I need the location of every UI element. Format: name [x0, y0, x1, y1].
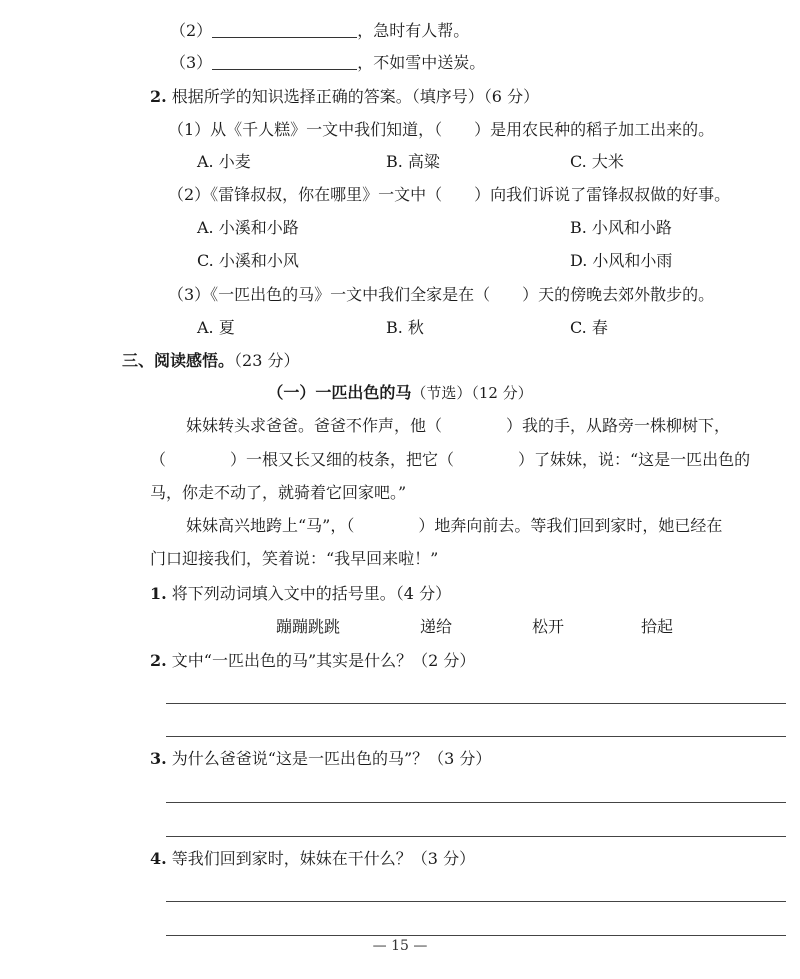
reading-question-4: 4. 等我们回到家时，妹妹在干什么？（3 分）: [150, 849, 476, 868]
answer-blank[interactable]: [212, 53, 357, 70]
word-bank-item: 松开: [532, 617, 565, 636]
passage-line-5: 门口迎接我们，笑着说：“我早回来啦！”: [150, 549, 439, 568]
question-2-stem: 2. 根据所学的知识选择正确的答案。（填序号）（6 分）: [150, 87, 540, 106]
reading-question-1: 1. 将下列动词填入文中的括号里。（4 分）: [150, 584, 452, 603]
q2-sub2-text: （2）《雷锋叔叔，你在哪里》一文中（ ）向我们诉说了雷锋叔叔做的好事。: [168, 185, 731, 204]
section-3-heading: 三、阅读感悟。（23 分）: [122, 351, 300, 370]
q2-sub2-option-b[interactable]: B. 小风和小路: [570, 218, 672, 237]
q2-sub1-text: （1）从《千人糕》一文中我们知道，（ ）是用农民种的稻子加工出来的。: [168, 120, 715, 139]
q2-sub3-option-c[interactable]: C. 春: [570, 318, 608, 337]
q2-sub2-option-c[interactable]: C. 小溪和小风: [197, 251, 299, 270]
passage-line-4: 妹妹高兴地跨上“马”，（ ）地奔向前去。等我们回到家时，她已经在: [186, 516, 723, 535]
reading-question-2: 2. 文中“一匹出色的马”其实是什么？（2 分）: [150, 651, 476, 670]
answer-line[interactable]: [166, 836, 786, 837]
passage-line-2: （ ）一根又长又细的枝条，把它（ ）了妹妹，说：“这是一匹出色的: [150, 450, 751, 469]
word-bank-item: 蹦蹦跳跳: [276, 617, 341, 636]
answer-line[interactable]: [166, 703, 786, 704]
fill-item-2: （2） ，急时有人帮。: [170, 21, 470, 40]
passage-line-3: 马，你走不动了，就骑着它回家吧。”: [150, 483, 407, 502]
word-bank-item: 递给: [420, 617, 453, 636]
answer-blank[interactable]: [212, 21, 357, 38]
q2-sub3-option-a[interactable]: A. 夏: [197, 318, 235, 337]
q2-sub3-text: （3）《一匹出色的马》一文中我们全家是在（ ）天的傍晚去郊外散步的。: [168, 285, 715, 304]
passage-title: （一）一匹出色的马（节选）（12 分）: [267, 383, 533, 402]
q2-sub3-option-b[interactable]: B. 秋: [386, 318, 424, 337]
answer-line[interactable]: [166, 802, 786, 803]
answer-line[interactable]: [166, 736, 786, 737]
q2-sub1-option-c[interactable]: C. 大米: [570, 152, 624, 171]
fill-item-3: （3） ，不如雪中送炭。: [170, 53, 486, 72]
page-number: — 15 —: [372, 938, 428, 954]
answer-line[interactable]: [166, 935, 786, 936]
q2-sub2-option-d[interactable]: D. 小风和小雨: [570, 251, 673, 270]
answer-line[interactable]: [166, 901, 786, 902]
q2-sub1-option-a[interactable]: A. 小麦: [197, 152, 251, 171]
passage-line-1: 妹妹转头求爸爸。爸爸不作声，他（ ）我的手，从路旁一株柳树下，: [186, 416, 731, 435]
q2-sub1-option-b[interactable]: B. 高粱: [386, 152, 440, 171]
reading-question-3: 3. 为什么爸爸说“这是一匹出色的马”？（3 分）: [150, 749, 492, 768]
word-bank-item: 拾起: [641, 617, 674, 636]
q2-sub2-option-a[interactable]: A. 小溪和小路: [197, 218, 299, 237]
